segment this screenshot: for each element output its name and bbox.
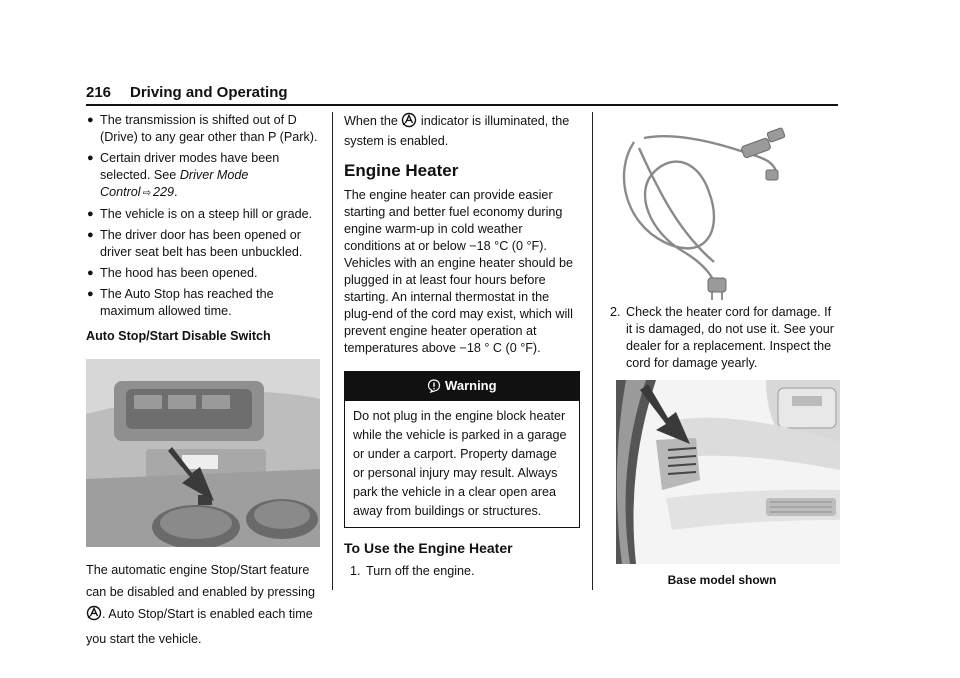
bullet-icon: ●: [87, 267, 94, 279]
warning-box: [344, 371, 580, 528]
console-switch-photo: [86, 359, 320, 547]
page-number: 216: [86, 84, 112, 101]
photo-caption: Base model shown: [667, 573, 777, 587]
bullet-icon: ●: [87, 114, 94, 126]
list-item: ● Certain driver modes have been selected. See Driver Mode Control ⇨ 229.: [87, 151, 280, 199]
warning-text: Do not plug in the engine block heater while the vehicle is parked in a garage or under a carport. Property damage or personal injury may result. Always park the vehicle in a clear open area away from buildings or structures.: [353, 409, 567, 518]
list-item: 1. Turn off the engine.: [350, 564, 475, 578]
engine-heater-title: Engine Heater: [344, 161, 459, 180]
list-item: 2. Check the heater cord for damage. If it is damaged, do not use it. See your dealer for a replacement. Inspect the cord for damage yearly.: [610, 305, 834, 370]
list-item: ● The driver door has been opened or driver seat belt has been unbuckled.: [87, 228, 303, 259]
warning-icon: [427, 379, 441, 397]
list-item: ● The hood has been opened.: [87, 266, 258, 280]
heater-steps: [344, 563, 580, 580]
engine-heater-body: The engine heater can provide easier starting and better fuel economy during engine warm-up in cold weather conditions at or below −18 °C (0 °F). Vehicles with an engine heater should be plugged in at least four hours before starting. An internal thermostat in the plug-end of the cord may exist, which will prevent engine heater operation at temperatures above −18 ° C (0 °F).: [344, 188, 573, 355]
page-section-title: Driving and Operating: [130, 84, 288, 101]
condition-list: [86, 112, 320, 320]
heater-steps-cont: [604, 304, 840, 372]
use-heater-subtitle: To Use the Engine Heater: [344, 540, 513, 556]
column-3: [604, 112, 840, 589]
column-divider: [592, 112, 593, 590]
list-item: ● The vehicle is on a steep hill or grade.: [87, 207, 313, 221]
front-bumper-photo: [616, 380, 840, 564]
column-divider: [332, 112, 333, 590]
heater-cord-illustration: [604, 112, 840, 300]
list-item: ● The transmission is shifted out of D (Drive) to any gear other than P (Park).: [87, 113, 318, 144]
auto-stop-icon: [86, 605, 102, 628]
subheading: Auto Stop/Start Disable Switch: [86, 329, 271, 343]
page-header: [86, 82, 838, 106]
bullet-icon: ●: [87, 229, 94, 241]
column-1: [86, 112, 320, 650]
bullet-icon: ●: [87, 152, 94, 164]
bullet-icon: ●: [87, 288, 94, 300]
cross-reference-page[interactable]: 229: [153, 185, 175, 199]
indicator-paragraph: When the indicator is illuminated, the system is enabled.: [344, 114, 570, 148]
disable-switch-paragraph: The automatic engine Stop/Start feature can be disabled and enabled by pressing . Auto Stop/Start is enabled each time you start the vehicle.: [86, 563, 315, 646]
cross-reference-link[interactable]: Driver Mode Control: [100, 168, 249, 199]
column-2: [344, 112, 580, 584]
warning-title: Warning: [445, 378, 497, 393]
list-item: ● The Auto Stop has reached the maximum allowed time.: [87, 287, 274, 318]
auto-stop-indicator-icon: [401, 112, 417, 133]
page-arrow-icon: ⇨: [142, 188, 151, 199]
bullet-icon: ●: [87, 208, 94, 220]
warning-header: [345, 372, 579, 401]
